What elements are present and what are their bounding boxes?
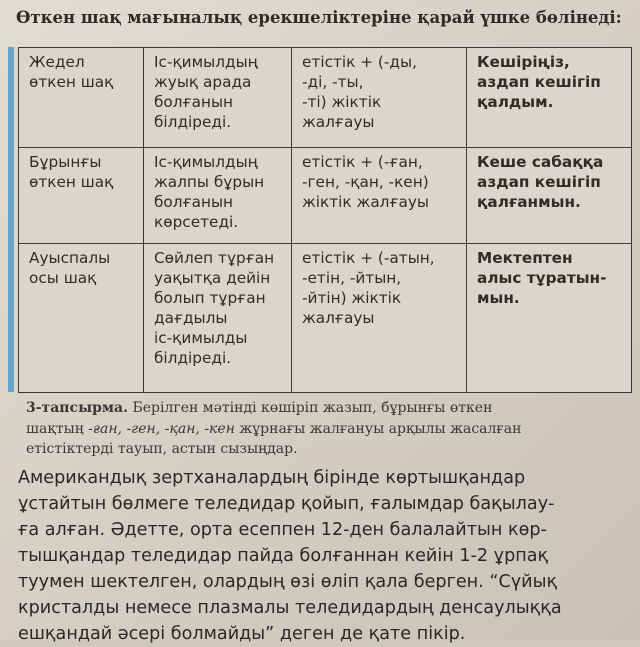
form-cell: етістік + (-атын, -етін, -йтын, -йтін) жіктік жалғауы bbox=[292, 244, 467, 393]
past-tense-table bbox=[18, 47, 632, 393]
tense-name-cell: Ауыспалы осы шақ bbox=[19, 244, 144, 393]
text-line: кристалды немесе плазмалы теледидардың денсаулыққа bbox=[18, 598, 562, 618]
text-line: ға алған. Әдетте, орта есеппен 12-ден балалайтын көр- bbox=[18, 520, 547, 540]
section-heading: Өткен шақ мағыналық ерекшеліктеріне қарай үшке бөлінеді: bbox=[16, 8, 622, 27]
meaning-cell: Сөйлеп тұрған уақытқа дейін болып тұрған дағдылы іс-қимылды білдіреді. bbox=[144, 244, 292, 393]
table-row bbox=[19, 48, 632, 148]
text-line: туумен шектелген, олардың өзі өліп қала берген. “Сүйық bbox=[18, 572, 558, 592]
table-row bbox=[19, 244, 632, 393]
tense-name-cell: Бұрынғы өткен шақ bbox=[19, 148, 144, 244]
exercise-task: 3-тапсырма. Берілген мәтінді көшіріп жазып, бұрынғы өткен шақтың -ған, -ген, -қан, -кен жұрнағы жалғануы арқылы жасалған етістіктерді тауып, астын сызыңдар. bbox=[26, 400, 522, 457]
table-accent-bar bbox=[8, 47, 14, 392]
form-cell: етістік + (-ды, -ді, -ты, -ті) жіктік жалғауы bbox=[292, 48, 467, 148]
exercise-label: 3-тапсырма. bbox=[26, 400, 128, 416]
tense-name-cell: Жедел өткен шақ bbox=[19, 48, 144, 148]
example-cell: Мектептен алыс тұратын- мын. bbox=[467, 244, 632, 393]
text-line: ешқандай әсері болмайды” деген де қате пікір. bbox=[18, 624, 466, 644]
exercise-text bbox=[18, 465, 631, 647]
example-cell: Кеше сабаққа аздап кешігіп қалғанмын. bbox=[467, 148, 632, 244]
meaning-cell: Іс-қимылдың жалпы бұрын болғанын көрсетеді. bbox=[144, 148, 292, 244]
table-row bbox=[19, 148, 632, 244]
meaning-cell: Іс-қимылдың жуық арада болғанын білдіреді. bbox=[144, 48, 292, 148]
example-cell: Кешіріңіз, аздап кешігіп қалдым. bbox=[467, 48, 632, 148]
text-line: ұстайтын бөлмеге теледидар қойып, ғалымдар бақылау- bbox=[18, 494, 555, 514]
text-line: Американдық зертханалардың бірінде көртышқандар bbox=[18, 468, 526, 488]
form-cell: етістік + (-ған, -ген, -қан, -кен) жіктік жалғауы bbox=[292, 148, 467, 244]
suffix-list: -ған, -ген, -қан, -кен bbox=[88, 420, 235, 437]
text-line: тышқандар теледидар пайда болғаннан кейін 1-2 ұрпақ bbox=[18, 546, 549, 566]
